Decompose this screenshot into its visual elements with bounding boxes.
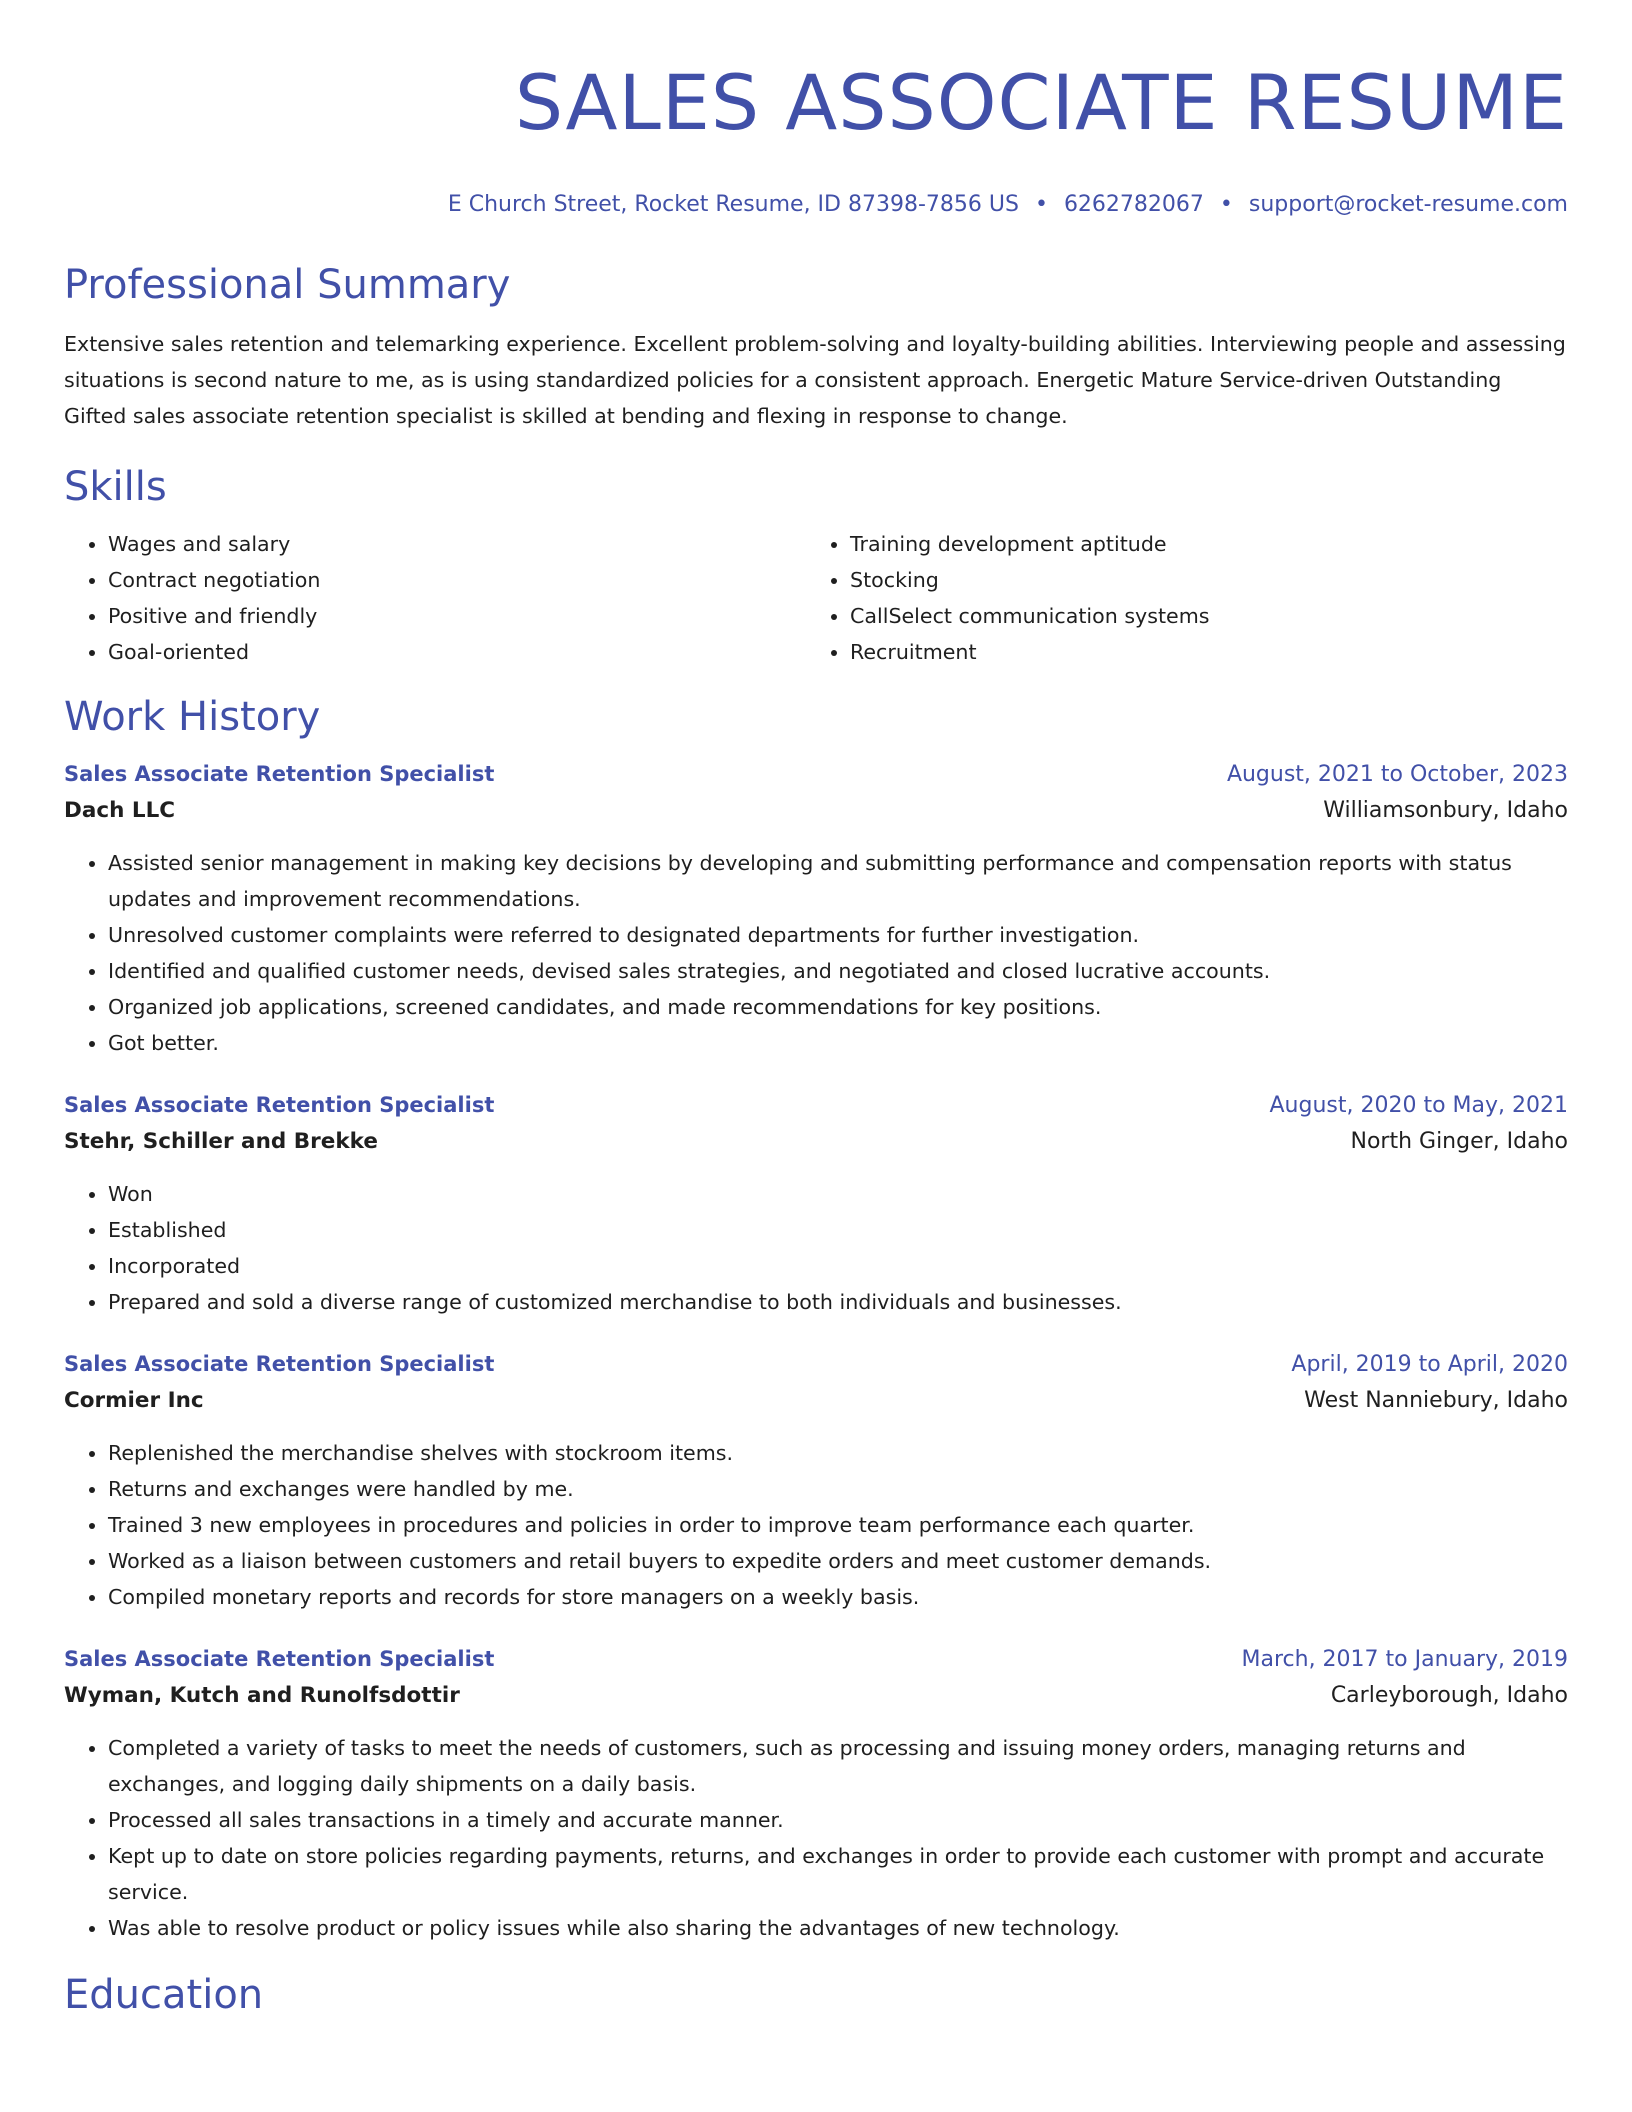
job-header-row xyxy=(64,1641,1568,1678)
job-bullet: • Trained 3 new employees in procedures and policies in order to improve team performance each quarter. xyxy=(108,1507,1568,1543)
job-entry xyxy=(64,1346,1568,1615)
job-bullet: • Kept up to date on store policies regarding payments, returns, and exchanges in order to provide each customer with prompt and accurate service. xyxy=(108,1838,1568,1910)
job-location: Williamsonbury, Idaho xyxy=(1323,798,1568,823)
skill-item: • Goal-oriented xyxy=(108,634,806,670)
skills-column-left xyxy=(64,526,806,670)
job-bullet: • Was able to resolve product or policy issues while also sharing the advantages of new technology. xyxy=(108,1910,1568,1946)
job-bullets xyxy=(64,1730,1568,1946)
job-bullet: • Identified and qualified customer needs, devised sales strategies, and negotiated and closed lucrative accounts. xyxy=(108,953,1568,989)
job-company: Wyman, Kutch and Runolfsdottir xyxy=(64,1683,460,1708)
job-bullet: • Organized job applications, screened candidates, and made recommendations for key positions. xyxy=(108,989,1568,1025)
job-entry xyxy=(64,1641,1568,1946)
job-dates: August, 2021 to October, 2023 xyxy=(1226,762,1568,787)
job-dates: April, 2019 to April, 2020 xyxy=(1291,1352,1568,1377)
job-title: Sales Associate Retention Specialist xyxy=(64,1647,495,1671)
education-heading: Education xyxy=(64,1972,264,2018)
job-company-row xyxy=(64,793,1568,829)
job-company: Stehr, Schiller and Brekke xyxy=(64,1129,378,1154)
job-header-row xyxy=(64,1346,1568,1383)
contact-address: E Church Street, Rocket Resume, ID 87398-7856 US xyxy=(447,192,1019,217)
job-location: West Nanniebury, Idaho xyxy=(1304,1388,1568,1413)
job-header-row xyxy=(64,1087,1568,1124)
skill-item: • Positive and friendly xyxy=(108,598,806,634)
resume-page xyxy=(64,0,1568,2020)
job-bullets xyxy=(64,1176,1568,1320)
job-dates: August, 2020 to May, 2021 xyxy=(1269,1093,1568,1118)
job-bullet: • Unresolved customer complaints were referred to designated departments for further investigation. xyxy=(108,917,1568,953)
job-bullet: • Compiled monetary reports and records for store managers on a weekly basis. xyxy=(108,1579,1568,1615)
skill-item: • Contract negotiation xyxy=(108,562,806,598)
job-bullet: • Assisted senior management in making key decisions by developing and submitting performance and compensation reports with status updates and improvement recommendations. xyxy=(108,845,1568,917)
work-history-heading: Work History xyxy=(64,694,321,740)
job-bullet: • Incorporated xyxy=(108,1248,1568,1284)
skills-heading: Skills xyxy=(64,464,167,510)
skills-list xyxy=(64,526,1568,670)
job-entry xyxy=(64,1087,1568,1320)
summary-text: Extensive sales retention and telemarking experience. Excellent problem-solving and loyalty-building abilities. Interviewing people and assessing situations is second nature to me, as is using standardized policies for a consistent approach. Energetic Mature Service-driven Outstanding Gifted sales associate retention specialist is skilled at bending and flexing in response to change. xyxy=(64,332,1566,428)
job-dates: March, 2017 to January, 2019 xyxy=(1241,1647,1568,1672)
job-bullet: • Established xyxy=(108,1212,1568,1248)
job-bullet: • Worked as a liaison between customers and retail buyers to expedite orders and meet customer demands. xyxy=(108,1543,1568,1579)
contact-email[interactable]: support@rocket-resume.com xyxy=(1248,192,1568,217)
job-entry xyxy=(64,756,1568,1061)
job-bullet: • Processed all sales transactions in a timely and accurate manner. xyxy=(108,1802,1568,1838)
job-location: Carleyborough, Idaho xyxy=(1330,1683,1568,1708)
job-title: Sales Associate Retention Specialist xyxy=(64,1352,495,1376)
contact-separator: • xyxy=(1034,192,1048,217)
job-bullet: • Completed a variety of tasks to meet the needs of customers, such as processing and issuing money orders, managing returns and exchanges, and logging daily shipments on a daily basis. xyxy=(108,1730,1568,1802)
job-company: Cormier Inc xyxy=(64,1388,204,1413)
summary-heading: Professional Summary xyxy=(64,262,511,308)
job-company: Dach LLC xyxy=(64,798,176,823)
skill-item: • Training development aptitude xyxy=(850,526,1548,562)
skills-column-right xyxy=(806,526,1548,670)
job-company-row xyxy=(64,1678,1568,1714)
skill-item: • Stocking xyxy=(850,562,1548,598)
job-title: Sales Associate Retention Specialist xyxy=(64,762,495,786)
job-bullet: • Prepared and sold a diverse range of customized merchandise to both individuals and businesses. xyxy=(108,1284,1568,1320)
job-bullet: • Won xyxy=(108,1176,1568,1212)
contact-line xyxy=(64,190,1568,220)
skill-item: • Wages and salary xyxy=(108,526,806,562)
job-header-row xyxy=(64,756,1568,793)
job-bullet: • Replenished the merchandise shelves with stockroom items. xyxy=(108,1435,1568,1471)
job-company-row xyxy=(64,1383,1568,1419)
contact-phone[interactable]: 6262782067 xyxy=(1063,192,1204,217)
job-title: Sales Associate Retention Specialist xyxy=(64,1093,495,1117)
job-bullets xyxy=(64,1435,1568,1615)
skill-item: • Recruitment xyxy=(850,634,1548,670)
job-company-row xyxy=(64,1124,1568,1160)
job-bullet: • Got better. xyxy=(108,1025,1568,1061)
skill-item: • CallSelect communication systems xyxy=(850,598,1548,634)
job-bullets xyxy=(64,845,1568,1061)
job-bullet: • Returns and exchanges were handled by me. xyxy=(108,1471,1568,1507)
contact-separator: • xyxy=(1219,192,1233,217)
job-location: North Ginger, Idaho xyxy=(1350,1129,1568,1154)
resume-title: SALES ASSOCIATE RESUME xyxy=(514,58,1568,147)
